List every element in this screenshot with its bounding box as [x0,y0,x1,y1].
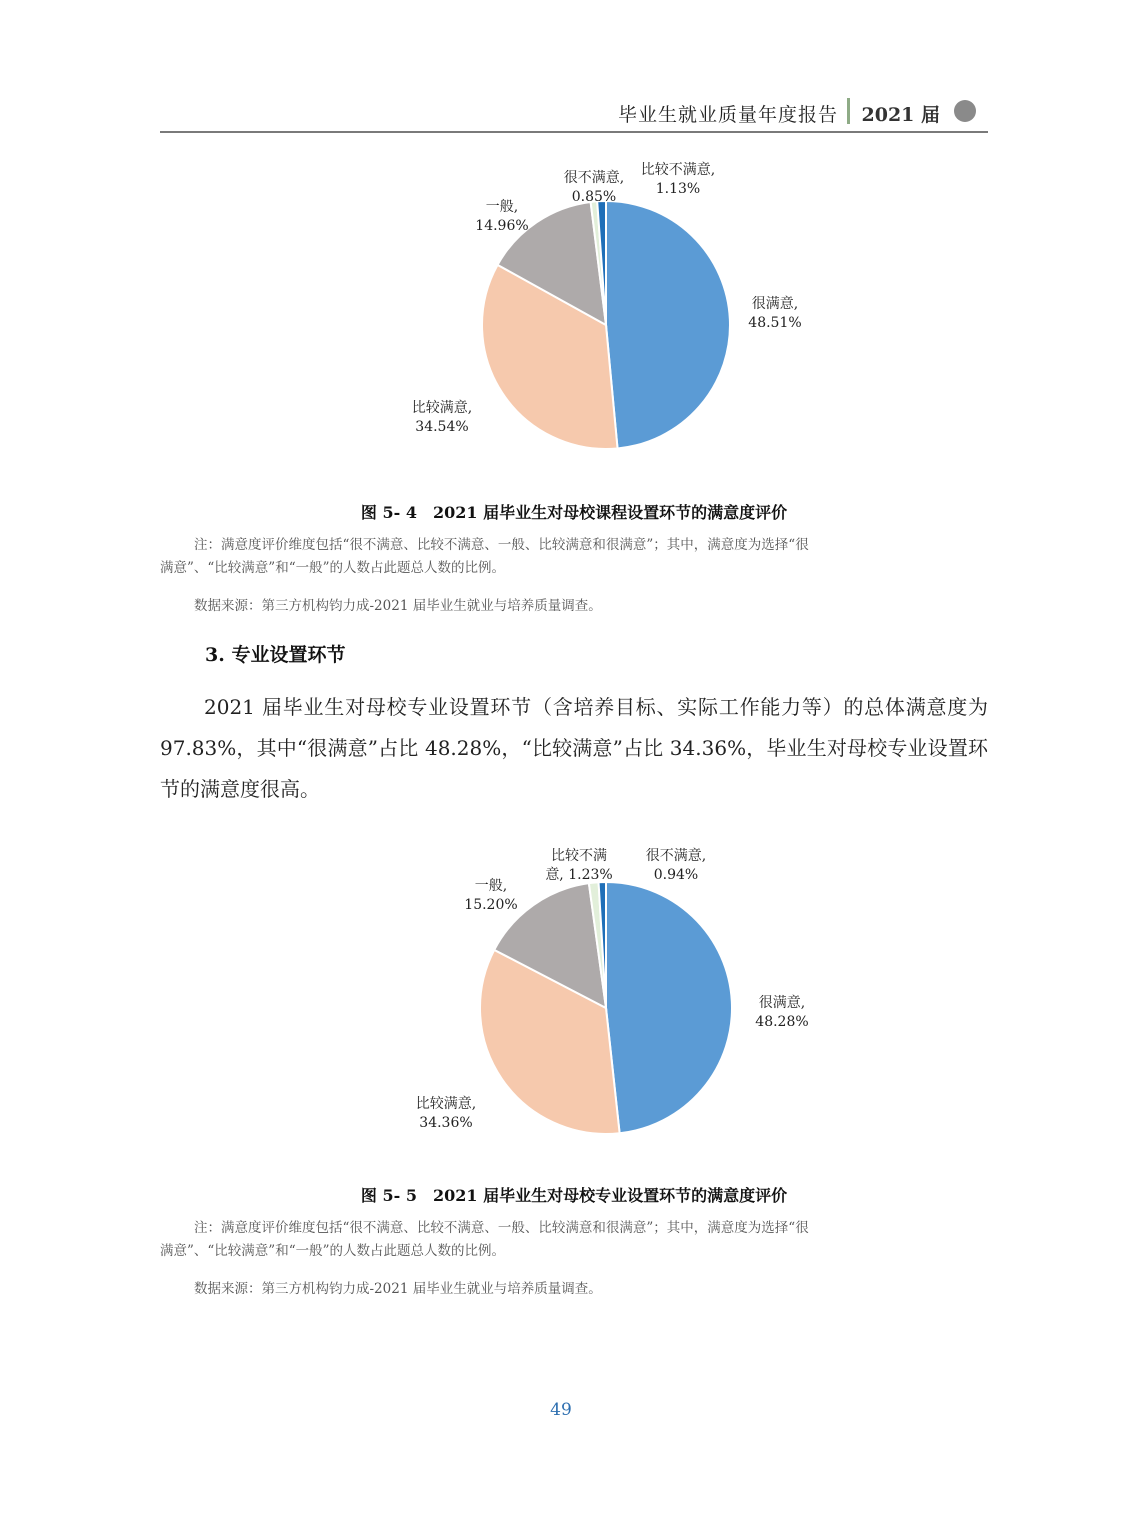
slice-data-label: 很满意, 48.28% [755,995,809,1030]
page-header [160,92,988,132]
section-heading: 3. 专业设置环节 [205,644,346,666]
page-number: 49 [550,1400,572,1420]
data-source: 数据来源：第三方机构钧力成-2021 届毕业生就业与培养质量调查。 [194,1281,602,1297]
slice-data-label: 一般, 15.20% [464,878,518,913]
figure-caption: 图 5- 5 2021 届毕业生对母校专业设置环节的满意度评价 [360,1186,788,1205]
pie-slice-1 [606,882,732,1133]
slice-data-label: 很满意, 48.51% [748,296,802,331]
report-title: 毕业生就业质量年度报告 [617,104,838,126]
slice-data-label: 比较不满意, 1.23% [545,848,613,883]
pie-chart-svg [400,155,820,455]
report-year: 2021 届 [861,104,940,126]
pie-chart-course-satisfaction [400,155,820,455]
pie-slice-1 [606,201,730,448]
note-line: 满意”、“比较满意”和“一般”的人数占此题总人数的比例。 [160,1243,506,1259]
note-line: 满意”、“比较满意”和“一般”的人数占此题总人数的比例。 [160,560,506,576]
body-paragraph: 2021 届毕业生对母校专业设置环节（含培养目标、实际工作能力等）的总体满意度为 97.83%，其中“很满意”占比 48.28%，“比较满意”占比 34.36%，毕业生对母校专业设置环节的满意度很高。 [160,695,988,801]
slice-data-label: 很不满意, 0.94% [645,848,707,883]
data-source: 数据来源：第三方机构钧力成-2021 届毕业生就业与培养质量调查。 [194,598,602,614]
note-line: 注：满意度评价维度包括“很不满意、比较不满意、一般、比较满意和很满意”；其中，满意度为选择“很 [194,1220,809,1236]
figure-note [160,534,988,580]
note-line: 注：满意度评价维度包括“很不满意、比较不满意、一般、比较满意和很满意”；其中，满意度为选择“很 [194,537,809,553]
slice-data-label: 比较不满意, 1.13% [640,162,716,197]
slice-data-label: 一般, 14.96% [475,199,529,234]
slice-data-label: 比较满意, 34.36% [415,1096,477,1131]
pie-chart-svg [390,840,830,1140]
header-rule [160,131,988,133]
header-dot-icon [954,100,976,122]
header-separator [847,98,850,124]
figure-note [160,1217,988,1263]
slice-data-label: 比较满意, 34.54% [411,400,473,435]
slice-data-label: 很不满意, 0.85% [563,170,625,205]
figure-caption: 图 5- 4 2021 届毕业生对母校课程设置环节的满意度评价 [360,503,788,522]
pie-chart-major-satisfaction [390,840,830,1140]
